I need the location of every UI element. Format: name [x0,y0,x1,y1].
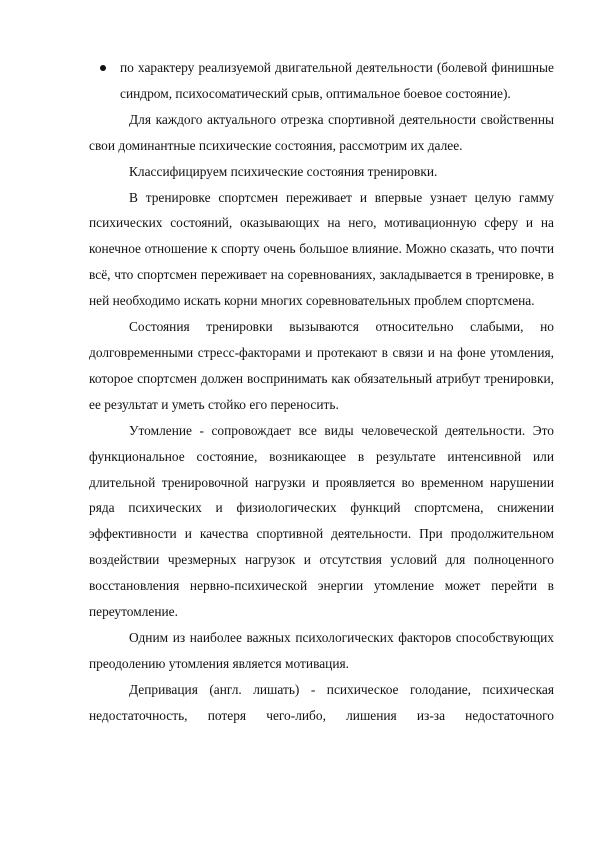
bullet-item-text: по характеру реализуемой двигательной деятельности (болевой финишные синдром, психосоматический срыв, оптимальное боевое состояние). [120,60,554,101]
paragraph-fatigue: Утомление - сопровождает все виды человеческой деятельности. Это функциональное состояние, возникающее в результате интенсивной или длительной тренировочной нагрузки и проявляется во временном нарушении ряда психических и физиологических функций спортсмена, снижении эффективности и качества спортивной деятельности. При продолжительном воздействии чрезмерных нагрузок и отсутствия условий для полноценного восстановления нервно-психической энергии утомление может перейти в переутомление. [89,422,554,620]
paragraph-dominant-states: Для каждого актуального отрезка спортивной деятельности свойственны свои доминантные психические состояния, рассмотрим их далее. [89,111,554,153]
paragraph-deprivation: Депривация (англ. лишать) - психическое голодание, психическая недостаточность, потеря чего-либо, лишения из-за недостаточного [89,681,554,723]
bullet-icon [100,65,106,71]
paragraph-stress-factors: Состояния тренировки вызываются относительно слабыми, но долговременными стресс-факторами и протекают в связи и на фоне утомления, которое спортсмен должен воспринимать как обязательный атрибут тренировки, ее результат и уметь стойко его переносить. [89,319,554,412]
paragraph-classification: Классифицируем психические состояния тренировки. [129,163,438,179]
bullet-list-item [89,55,554,107]
document-body [89,55,554,729]
paragraph-training-states: В тренировке спортсмен переживает и впервые узнает целую гамму психических состояний, оказывающих на него, мотивационную сферу и на конечное отношение к спорту очень большое влияние. Можно сказать, что почти всё, что спортсмен переживает на соревнованиях, закладывается в тренировке, в ней необходимо искать корни многих соревновательных проблем спортсмена. [89,189,554,309]
paragraph-motivation: Одним из наиболее важных психологических факторов способствующих преодолению утомления является мотивация. [89,629,554,671]
